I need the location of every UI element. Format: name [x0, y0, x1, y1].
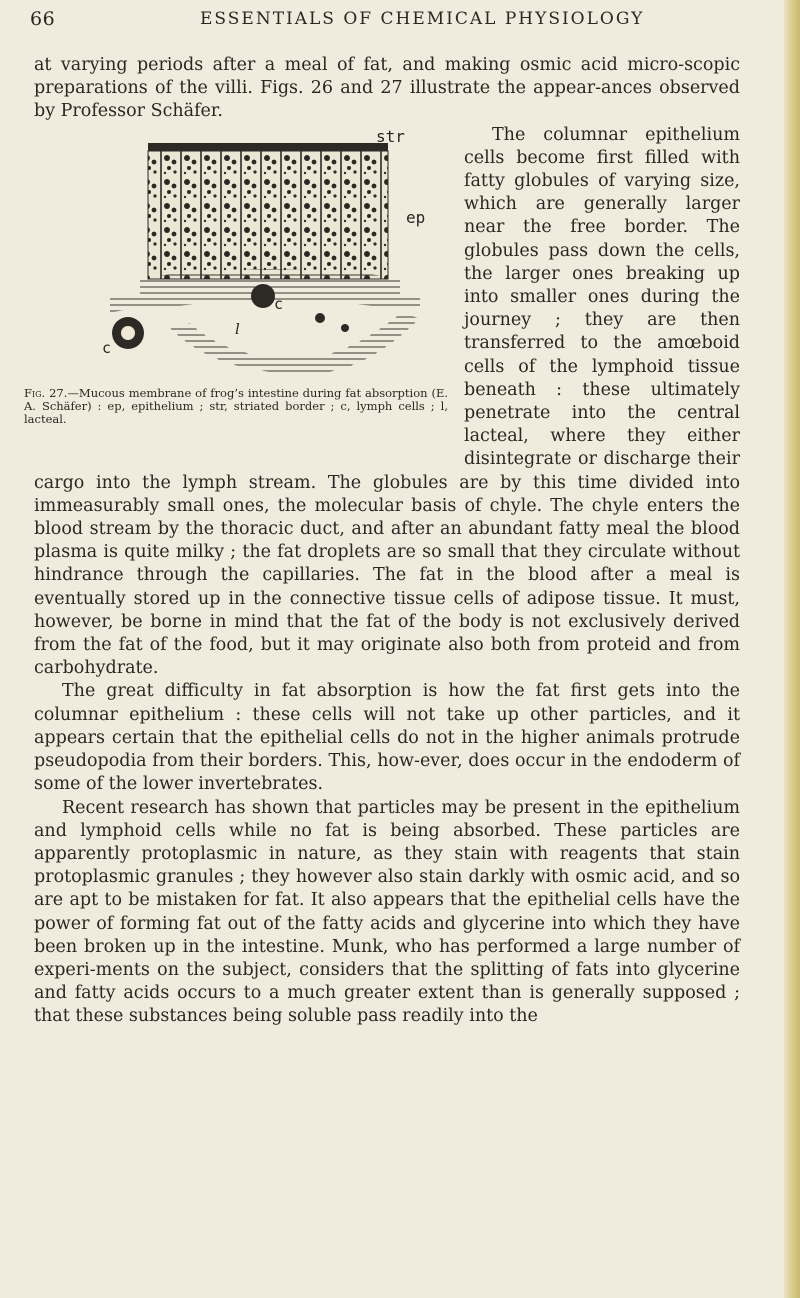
label-c: c — [274, 294, 284, 313]
figure-caption — [24, 387, 448, 426]
body-text — [24, 54, 740, 1029]
page-number: 66 — [30, 8, 56, 30]
page-edge — [784, 0, 800, 1298]
caption-text: —Mucous membrane of frog’s intestine during fat absorption (E. A. Schäfer) : ep, epithelium ; str, striated border ; c, lymph cells ; l, lacteal. — [24, 385, 448, 426]
label-l: l — [235, 319, 240, 338]
running-head: ESSENTIALS OF CHEMICAL PHYSIOLOGY — [200, 9, 645, 29]
paragraph-3: The great difficulty in fat absorption is how the fat first gets into the columnar epithelium : these cells will not take up other particles, and it appears certain that the epithelial cells do not in the higher animals protrude pseudopodia from their borders. This, how-ever, does occur in the endoderm of some of the lower invertebrates. — [34, 681, 740, 795]
striated-border — [148, 143, 388, 151]
caption-label: Fig. 27. — [24, 385, 68, 400]
mucous-membrane-illustration — [20, 128, 452, 386]
figure-27 — [20, 128, 452, 460]
paragraph-1: at varying periods after a meal of fat, and making osmic acid micro-scopic preparations of the villi. Figs. 26 and 27 illustrate the appear-ances observed by Professor Schäfer. — [34, 55, 740, 122]
label-c-lower: c — [102, 338, 112, 357]
paragraph-4: Recent research has shown that particles may be present in the epithelium and lymphoid cells while no fat is being absorbed. These particles are apparently protoplasmic in nature, as they stain with reagents that stain protoplasmic granules ; they however also stain darkly with osmic acid, and so are apt to be mistaken for fat. It also appears that the epithelial cells have the power of forming fat out of the fatty acids and glycerine into which they have been broken up in the intestine. Munk, who has performed a large number of experi-ments on the subject, considers that the splitting of fats into glycerine and fatty acids occurs to a much greater extent than is generally supposed ; that these substances being soluble pass readily into the — [34, 797, 740, 1027]
epithelium-cells — [148, 151, 388, 279]
lacteal-wall — [170, 314, 420, 373]
lymph-cell — [251, 284, 275, 308]
paragraph-2: The columnar epithelium cells become first filled with fatty globules of varying size, which are generally larger near the free border. The globules pass down the cells, the larger ones breaking up into smaller ones during the journey ; they are then transferred to the amœboid cells of the lymphoid tissue beneath : these ultimately penetrate into the central lacteal, where they either disintegrate or discharge their cargo into the lymph stream. The globules are by this time divided into immeasurably small ones, the molecular basis of chyle. The chyle enters the blood stream by the thoracic duct, and after an abundant fatty meal the blood plasma is quite milky ; the fat droplets are so small that they circulate without hindrance through the capillaries. The fat in the blood after a meal is eventually stored up in the connective tissue cells of adipose tissue. It must, however, be borne in mind that the fat of the body is not exclusively derived from the fat of the food, but it may originate also both from proteid and from carbohydrate. — [34, 124, 740, 679]
label-ep: ep — [406, 207, 426, 227]
label-str: str — [376, 127, 405, 146]
page-header — [30, 8, 760, 34]
